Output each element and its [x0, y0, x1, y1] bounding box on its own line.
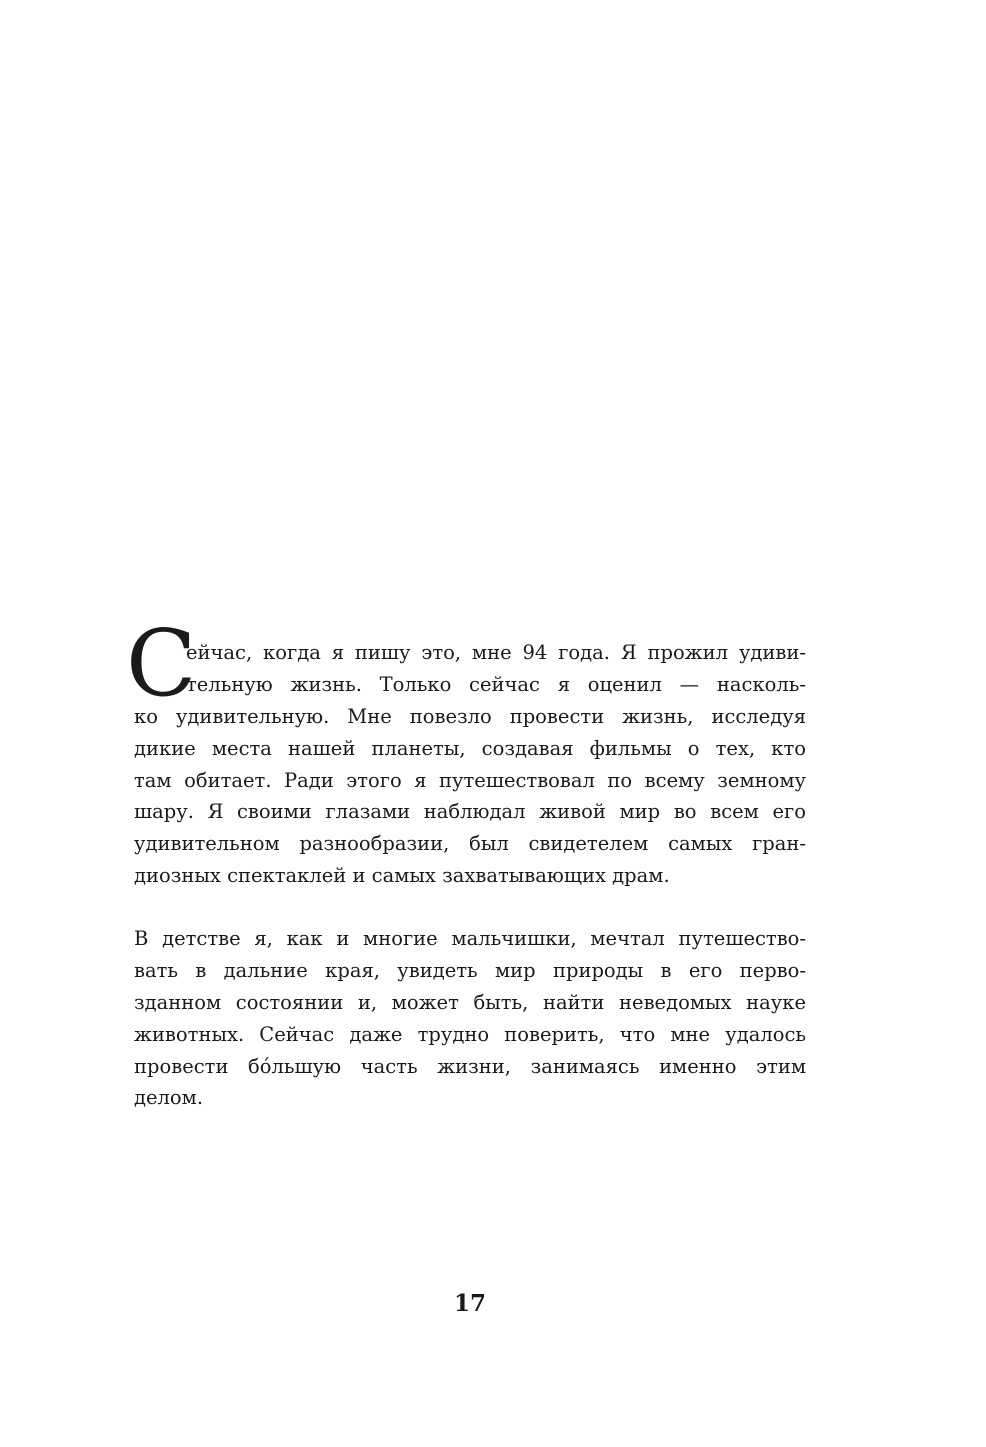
text-line: делом. — [134, 1086, 204, 1110]
paragraph-2 — [134, 923, 806, 1114]
text-line: диозных спектаклей и самых захватывающих драм. — [134, 864, 670, 888]
text-line: удивительном разнообразии, был свидетелем самых гран- — [134, 832, 806, 856]
text-line: животных. Сейчас даже трудно поверить, что мне удалось — [134, 1022, 806, 1046]
text-line: вать в дальние края, увидеть мир природы в его перво- — [134, 958, 806, 982]
text-line: ейчас, когда я пишу это, мне 94 года. Я прожил удиви- — [186, 641, 806, 664]
text-line: шару. Я своими глазами наблюдал живой мир во всем его — [134, 800, 806, 824]
text-line: тельную жизнь. Только сейчас я оценил — насколь- — [186, 672, 806, 696]
page-number: 17 — [453, 1290, 486, 1317]
drop-cap-letter: С — [126, 610, 197, 717]
text-line: провести бóльшую часть жизни, занимаясь именно этим — [134, 1054, 806, 1078]
text-line: дикие места нашей планеты, создавая фильмы о тех, кто — [134, 736, 806, 760]
text-line: В детстве я, как и многие мальчишки, мечтал путешество- — [134, 927, 806, 950]
text-line: зданном состоянии и, может быть, найти неведомых науке — [134, 990, 806, 1014]
text-line: там обитает. Ради этого я путешествовал по всему земному — [134, 768, 806, 792]
text-line: ко удивительную. Мне повезло провести жизнь, исследуя — [134, 704, 806, 728]
paragraph-1 — [134, 637, 806, 892]
